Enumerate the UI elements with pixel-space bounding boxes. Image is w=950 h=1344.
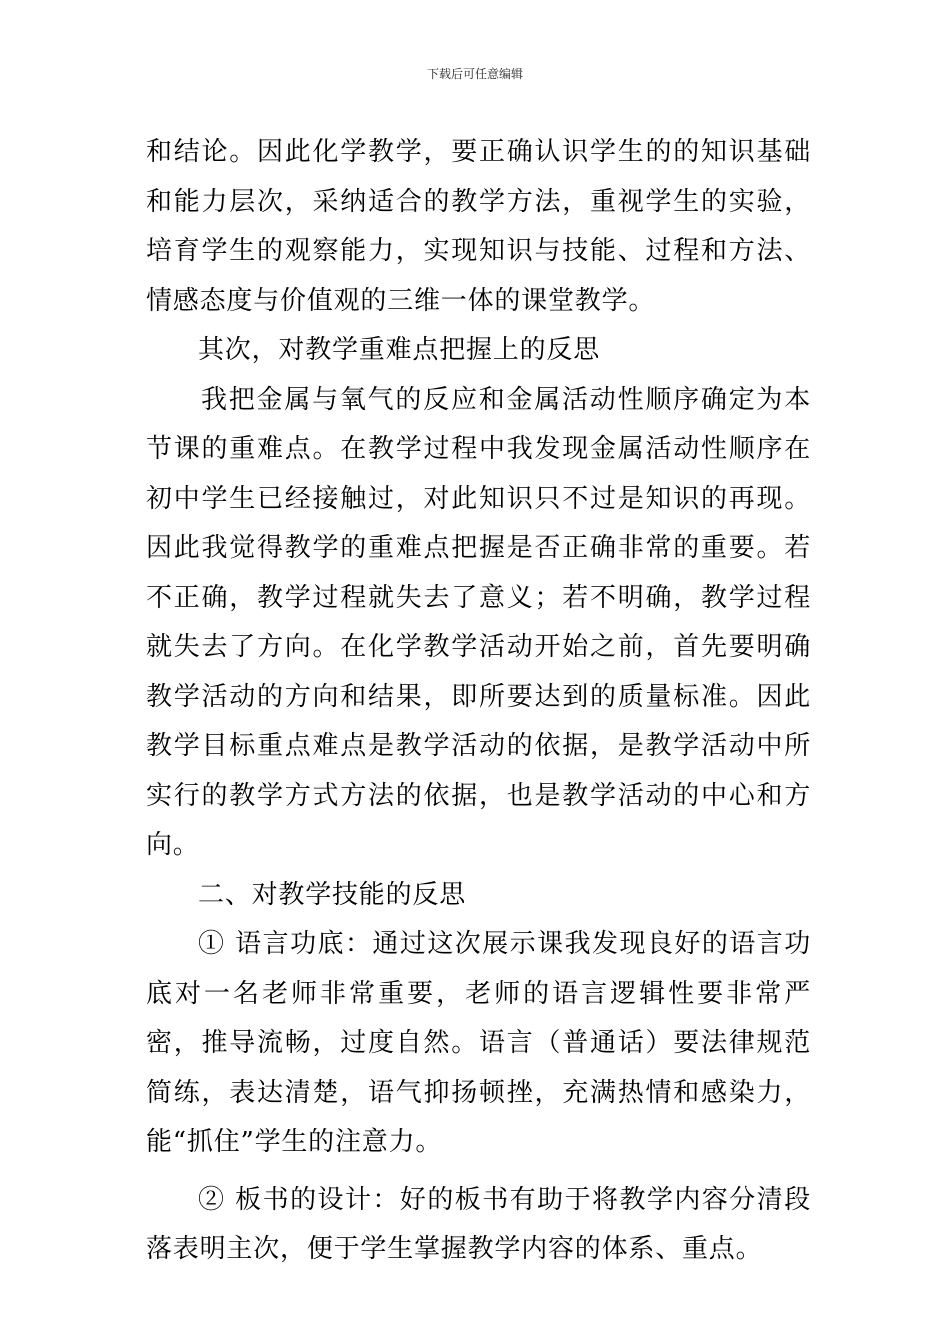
paragraph-language-skills: ① 语言功底：通过这次展示课我发现良好的语言功底对一名老师非常重要，老师的语言逻辑性要非常严密，推导流畅，过度自然。语言（普通话）要法律规范简练，表达清楚，语气抑扬顿挫，充满热情和感染力，能“抓住”学生的注意力。 bbox=[146, 929, 811, 1157]
document-body bbox=[146, 128, 811, 1275]
page-header-note: 下载后可任意编辑 bbox=[426, 67, 523, 81]
paragraph-conclusion: 和结论。因此化学教学，要正确认识学生的的知识基础和能力层次，采纳适合的教学方法，重视学生的实验，培育学生的观察能力，实现知识与技能、过程和方法、情感态度与价值观的三维一体的课堂教学。 bbox=[146, 137, 811, 316]
paragraph-key-points-body: 我把金属与氧气的反应和金属活动性顺序确定为本节课的重难点。在教学过程中我发现金属活动性顺序在初中学生已经接触过，对此知识只不过是知识的再现。因此我觉得教学的重难点把握是否正确非常的重要。若不正确，教学过程就失去了意义；若不明确，教学过程就失去了方向。在化学教学活动开始之前，首先要明确教学活动的方向和结果，即所要达到的质量标准。因此教学目标重点难点是教学活动的依据，是教学活动中所实行的教学方式方法的依据，也是教学活动的中心和方向。 bbox=[146, 384, 811, 860]
paragraph-heading-teaching-skills: 二、对教学技能的反思 bbox=[198, 879, 467, 910]
paragraph-heading-key-points: 其次，对教学重难点把握上的反思 bbox=[198, 335, 601, 365]
paragraph-blackboard-design: ② 板书的设计：好的板书有助于将教学内容分清段落表明主次，便于学生掌握教学内容的体系、重点。 bbox=[146, 1184, 811, 1264]
